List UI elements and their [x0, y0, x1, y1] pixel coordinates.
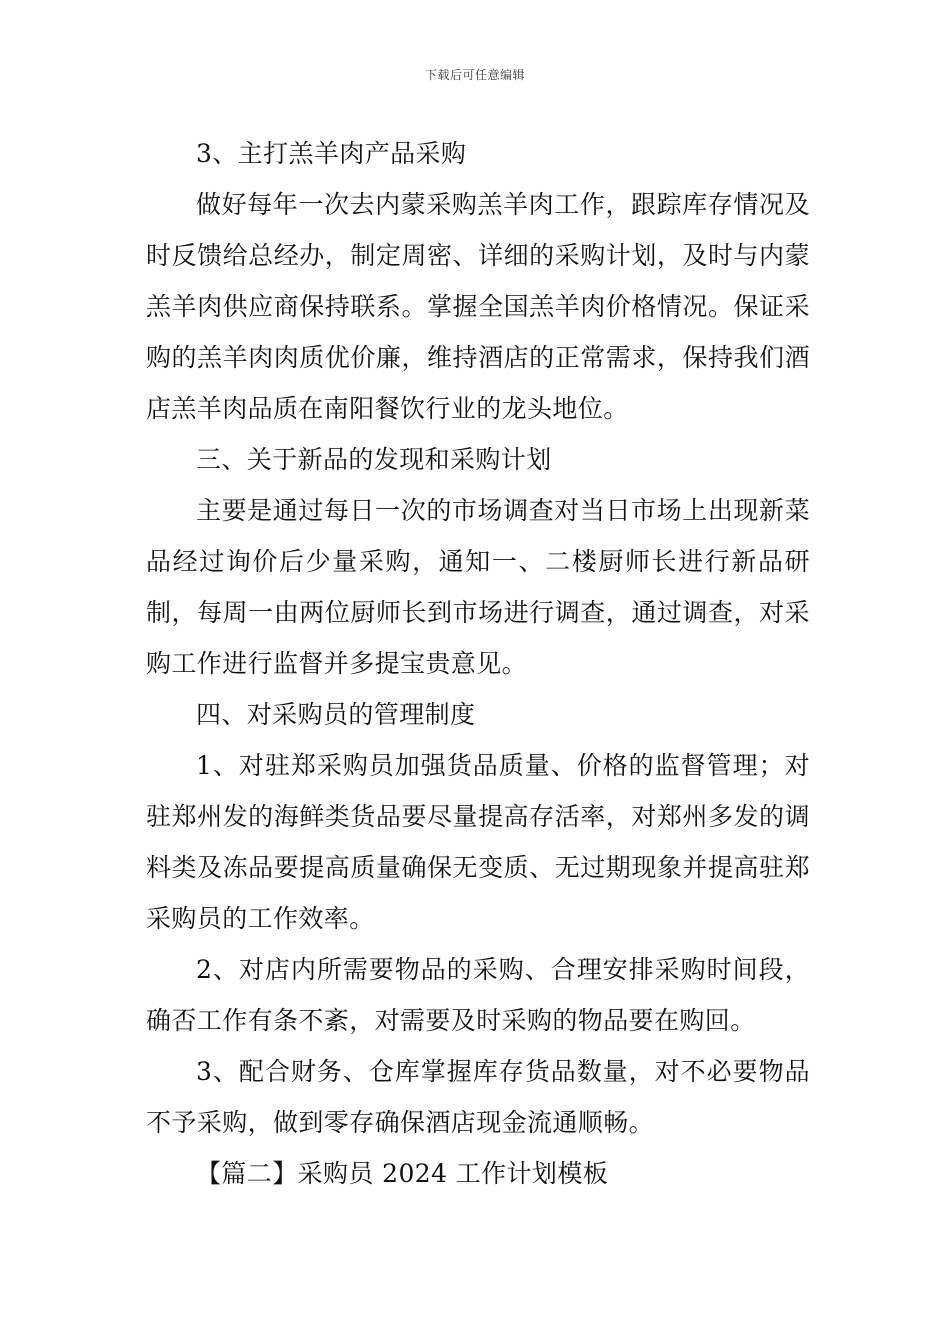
section-heading-management: 四、对采购员的管理制度: [196, 700, 476, 729]
paragraph-new-products: 主要是通过每日一次的市场调查对当日市场上出现新菜品经过询价后少量采购，通知一、二楼厨师长进行新品研制，每周一由两位厨师长到市场进行调查，通过调查，对采购工作进行监督并多提宝贵意见。: [146, 496, 810, 678]
paragraph-management-3: 3、配合财务、仓库掌握库存货品数量，对不必要物品不予采购，做到零存确保酒店现金流通顺畅。: [146, 1057, 810, 1137]
subheading-lamb-procurement: 3、主打羔羊肉产品采购: [196, 139, 467, 168]
document-body: [146, 128, 810, 1199]
paragraph-lamb-procurement: 做好每年一次去内蒙采购羔羊肉工作，跟踪库存情况及时反馈给总经办，制定周密、详细的采购计划，及时与内蒙羔羊肉供应商保持联系。掌握全国羔羊肉价格情况。保证采购的羔羊肉肉质优价廉，维持酒店的正常需求，保持我们酒店羔羊肉品质在南阳餐饮行业的龙头地位。: [146, 190, 810, 423]
page-header: 下载后可任意编辑: [424, 68, 525, 82]
paragraph-management-1: 1、对驻郑采购员加强货品质量、价格的监督管理；对驻郑州发的海鲜类货品要尽量提高存活率，对郑州多发的调料类及冻品要提高质量确保无变质、无过期现象并提高驻郑采购员的工作效率。: [146, 751, 810, 933]
section-heading-new-products: 三、关于新品的发现和采购计划: [196, 445, 552, 474]
chapter-title: 【篇二】采购员 2024 工作计划模板: [196, 1159, 609, 1188]
paragraph-management-2: 2、对店内所需要物品的采购、合理安排采购时间段，确否工作有条不紊，对需要及时采购的物品要在购回。: [146, 955, 810, 1035]
